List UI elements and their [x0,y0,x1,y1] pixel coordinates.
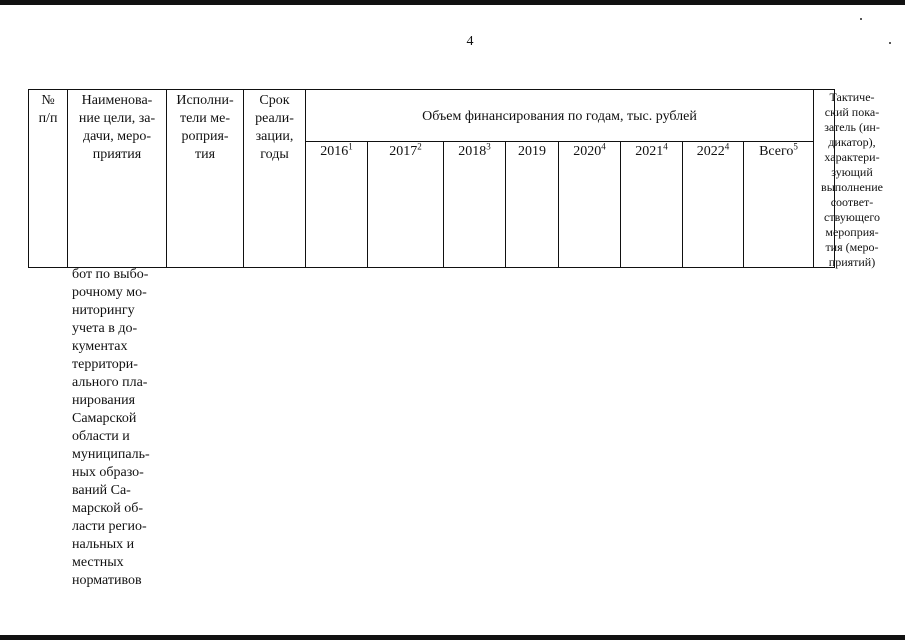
year-header-2021: 2021$^4$ [635,141,668,159]
year-header-2020: 2020$^4$ [573,141,606,159]
scan-border-top [0,0,905,5]
header-number: № п/п [38,93,58,126]
page-number: 4 [466,34,474,49]
year-header-2022: 2022$^4$ [696,141,730,159]
year-header-2016: 2016$^1$ [320,141,353,159]
header-name: Наименова- ние цели, за- дачи, меро- приятия [78,93,156,162]
year-header-total: Всего$^5$ [759,141,798,159]
continuation-text: бот по выбо- рочному мо- ниторингу учета в до- кументах территори- ального пла- нирования Самарской области и муниципаль- ных образо- ваний Са- марской об- ласти регио- нальных и местных нормативов [72,267,150,588]
header-indicator: Тактиче- ский пока- затель (ин- дикатор), характери- зующий выполнение соответ- ствующего мероприя- тия (меро- приятий) [821,90,883,269]
header-executors: Исполни- тели ме- роприя- тия [176,93,234,162]
year-header-2018: 2018$^3$ [458,141,491,159]
year-header-2019: 2019 [518,144,546,159]
header-period: Срок реали- зации, годы [255,93,294,162]
year-header-2017: 2017$^2$ [389,141,422,159]
scan-speck [889,42,891,44]
header-financing: Объем финансирования по годам, тыс. рублей [422,109,697,124]
scan-speck [860,18,862,20]
scan-border-bottom [0,635,905,640]
